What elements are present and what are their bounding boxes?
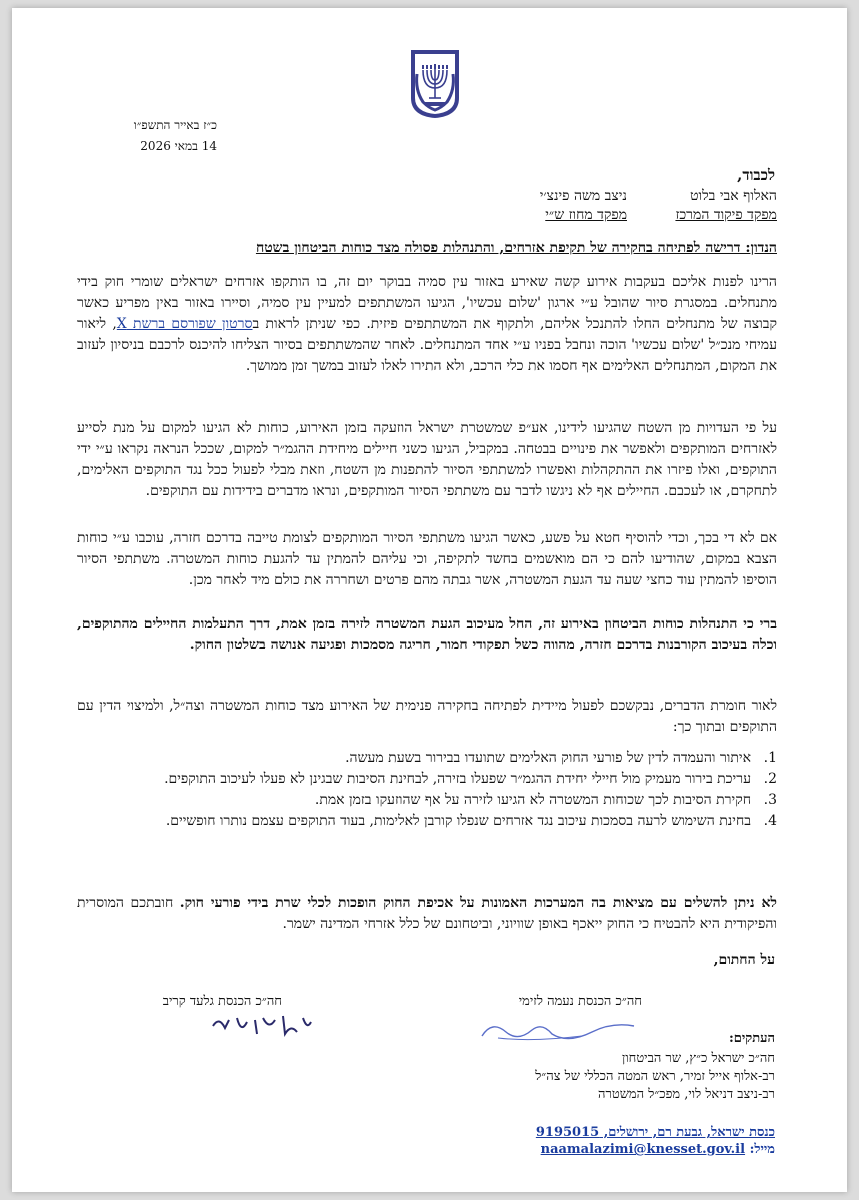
footer-address: כנסת ישראל, גבעת רם, ירושלים, 9195015 <box>535 1125 775 1140</box>
paragraph-conclusion: ברי כי התנהלות כוחות הביטחון באירוע זה, החל מעיכוב הגעת המשטרה לזירה בזמן אמת, דרך התעלמות החיילים מהתוקפים, וכלה בעיכוב הקורבנות בדרכם חזרה, מהווה כשל תפקודי חמור, חריגה מסמכות ופגיעה אנושה בשלטון החוק. <box>77 616 777 653</box>
video-link[interactable]: סרטון שפורסם ברשת X <box>116 316 253 332</box>
cc-item: רב-אלוף אייל זמיר, ראש המטה הכללי של צה״ל <box>535 1069 775 1084</box>
list-text: בחינת השימוש לרעה בסמכות עיכוב נגד אזרחים שנפלו קורבן לאלימות, בעוד התוקפים עצמם נותרו חופשיים. <box>165 813 751 829</box>
hebrew-date: כ״ז באייר התשפ״ו <box>133 118 217 132</box>
recipient-role: מפקד פיקוד המרכז <box>675 207 777 223</box>
list-number: 4. <box>763 813 777 829</box>
signature-kariv <box>207 1008 317 1044</box>
signer-name-lazimi: חה״כ הכנסת נעמה לזימי <box>518 994 642 1009</box>
salutation: לכבוד, <box>737 166 775 184</box>
footer-contact <box>536 1124 775 1158</box>
recipient-central-command <box>675 188 777 224</box>
paragraph-testimony: על פי העדויות מן השטח שהגיעו לידינו, אע״פ שמשטרת ישראל הוזעקה בזמן האירוע, כוחות לא הגיעו למקום על מנת לסייע לאזרחים המותקפים ולאפשר את פינויים בבטחה. במקביל, הגיעו כשני חיילים מיחידת ההגמ״ר למקום, שככל הנראה נקראו ע״י ידי התוקפים, ואלו פיזרו את ההתקהלות ואפשרו למשתתפי הסיור להתפנות מן השטח, וזאת מבלי לפעול ככל נגד התוקפים האלימים, לתחקרם, או לעכבם. החיילים אף לא ניגשו לדבר עם משתתפי הסיור המותקפים, ונראו מדברים בידידות עם התוקפים. <box>77 420 778 499</box>
letter-page <box>12 8 847 1192</box>
subject-line: הנדון: דרישה לפתיחה בחקירה של תקיפת אזרחים, והתנהלות פסולה מצד כוחות הביטחון בשטח <box>255 240 777 256</box>
cc-list <box>535 1050 775 1104</box>
cc-item: חה״כ ישראל כ״ץ, שר הביטחון <box>622 1051 775 1066</box>
signoff: על החתום, <box>713 952 775 968</box>
list-number: 2. <box>763 771 777 787</box>
list-item <box>77 769 777 790</box>
email-link[interactable]: naamalazimi@knesset.gov.il <box>540 1142 746 1157</box>
recipient-police-district <box>540 188 627 224</box>
list-text: עריכת בירור מעמיק מול חיילי יחידת ההגמ״ר שפעלו בזירה, לבחינת הסיבות שבגינן לא פעלו לעיכוב התוקפים. <box>164 771 751 787</box>
list-item <box>77 748 777 769</box>
signer-name-kariv: חה״כ הכנסת גלעד קריב <box>162 994 282 1009</box>
paragraph-request: לאור חומרת הדברים, נבקשכם לפעול מיידית לפתיחה בחקירה פנימית של האירוע מצד כוחות המשטרה וצה״ל, ולמיצוי הדין עם התוקפים ובתוך כך: <box>77 698 777 735</box>
recipient-name: ניצב משה פינצ׳י <box>539 188 627 204</box>
list-text: חקירת הסיבות לכך שכוחות המשטרה לא הגיעו לזירה על אף שהוזעקו בזמן אמת. <box>314 792 751 808</box>
list-text: איתור והעמדה לדין של פורעי החוק האלימים שתועדו בבירור בשעת מעשה. <box>345 750 751 766</box>
list-number: 3. <box>763 792 777 808</box>
cc-item: רב-ניצב דניאל לוי, מפכ״ל המשטרה <box>598 1087 775 1102</box>
recipient-name: האלוף אבי בלוט <box>690 188 777 204</box>
list-number: 1. <box>763 750 777 766</box>
paragraph-detention: אם לא די בכך, וכדי להוסיף חטא על פשע, כאשר הגיעו משתתפי הסיור המותקפים לצומת טייבה בדרכם חזרה, עוכבו ע״י כוחות הצבא במקום, שהודיעו להם כי הם מואשמים בחשד לתקיפה, וכי עליהם להמתין עד להגעת כוחות המשטרה. משתתפי הסיור הוסיפו להמתין עוד כחצי שעה עד הגעת המשטרה, אשר גבתה מהם פרטים ושחררה את כולם מיד לאחר מכן. <box>77 530 777 588</box>
signature-lazimi <box>472 1008 642 1048</box>
footer-email-row <box>536 1141 775 1158</box>
demands-list <box>77 748 777 832</box>
cc-title: העתקים: <box>728 1031 775 1046</box>
paragraph-text: , ליאור עמיחי מנכ״ל 'שלום עכשיו' הוכה ונחבל בפניו ע״י אחד המתנחלים. לאחר שהמשתתפים בסיור הצליחו להיכנס לרכבם בניסיון לעזוב את המקום, המתנחלים האלימים אף חסמו את כלי הרכב, ולא התירו לאלו לעזוב במשך זמן ממושך. <box>77 316 777 374</box>
recipient-role: מפקד מחוז ש״י <box>545 207 627 223</box>
paragraph-closing <box>77 893 777 935</box>
email-label: מייל: <box>749 1142 775 1157</box>
closing-text: חובתכם המוסרית והפיקודית היא להבטיח כי החוק ייאכף באופן שוויוני, וביטחונם של כלל אזרחי המדינה ישמר. <box>77 895 777 932</box>
closing-bold-text: לא ניתן להשלים עם מציאות בה המערכות האמונות על אכיפת החוק הופכות לכלי שרת בידי פורעי חוק. <box>179 895 777 911</box>
gregorian-date: 14 במאי 2026 <box>140 139 217 153</box>
list-item <box>77 790 777 811</box>
paragraph-incident <box>77 272 777 377</box>
state-emblem-icon <box>407 48 463 120</box>
list-item <box>77 811 777 832</box>
paragraph-text: הרינו לפנות אליכם בעקבות אירוע קשה שאירע באזור עין סמיה בבוקר יום זה, בו הותקפו אזרחים ישראלים שומרי חוק בידי מתנחלים. במסגרת סיור שהובל ע״י ארגון 'שלום עכשיו', הגיעו המשתתפים למעיין עין סמיה, וסיירו באזור באין מפריע כאשר קבוצה של מתנחלים החלו להתנכל אליהם, ולתקוף את המשתתפים פיזית. כפי שניתן לראות ב <box>77 274 777 332</box>
